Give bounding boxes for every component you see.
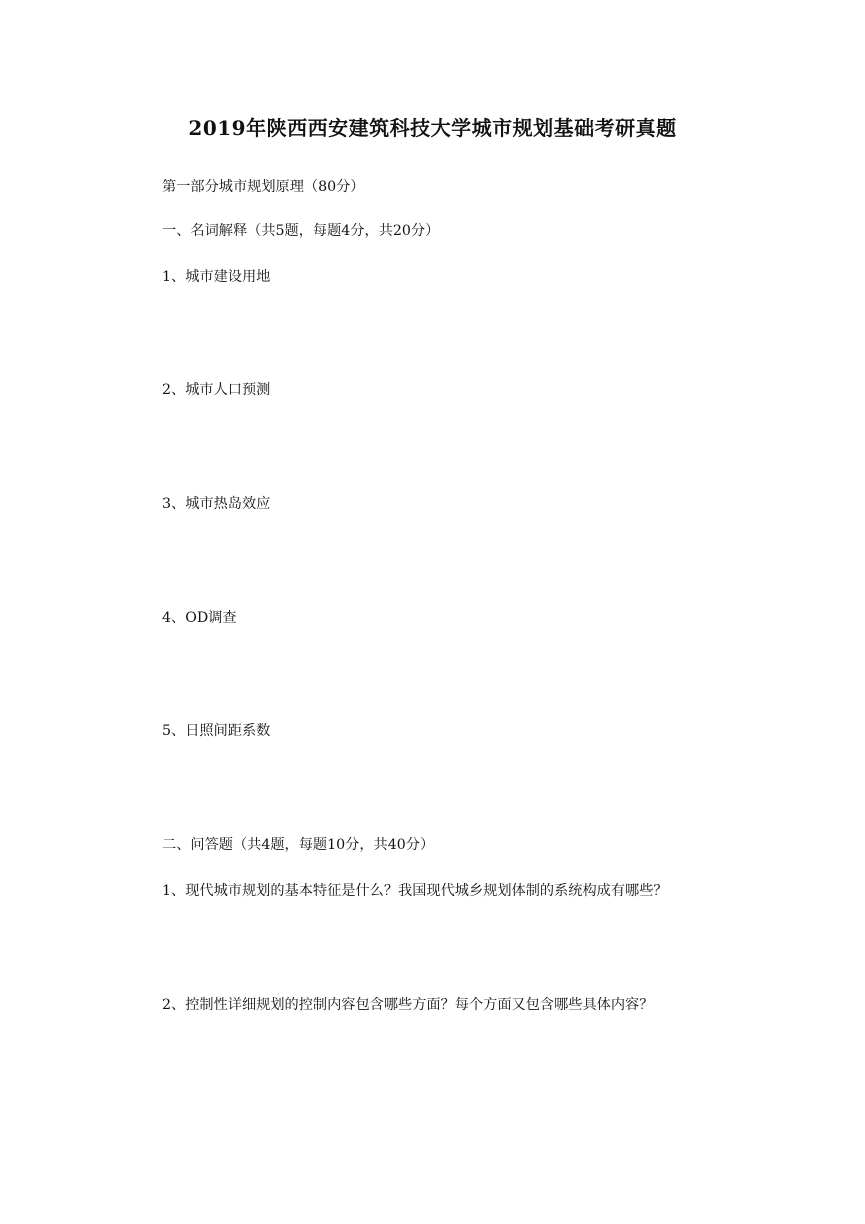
question-item: 2、城市人口预测 [162, 382, 271, 398]
question-item: 5、日照间距系数 [162, 723, 271, 739]
section2-heading: 二、问答题（共4题，每题10分，共40分） [162, 837, 435, 853]
question-item: 3、城市热岛效应 [162, 496, 271, 512]
part-heading: 第一部分城市规划原理（80分） [162, 179, 365, 195]
question-item: 1、城市建设用地 [162, 269, 271, 285]
question-item: 2、控制性详细规划的控制内容包含哪些方面？每个方面又包含哪些具体内容？ [162, 997, 654, 1013]
question-item: 1、现代城市规划的基本特征是什么？我国现代城乡规划体制的系统构成有哪些？ [162, 883, 668, 899]
section1-heading: 一、名词解释（共5题，每题4分，共20分） [162, 223, 440, 239]
question-item: 4、OD调查 [162, 610, 237, 626]
page-title: 2019年陕西西安建筑科技大学城市规划基础考研真题 [188, 116, 677, 140]
